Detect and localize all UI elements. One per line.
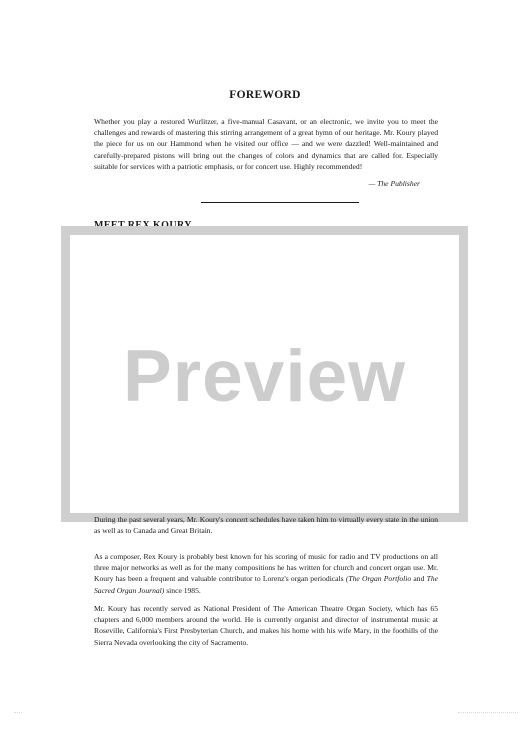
publication-title-portfolio: (The Organ Portfolio [345, 574, 412, 584]
footer-mark-right [458, 712, 518, 714]
foreword-body: Whether you play a restored Wurlitzer, a five-manual Casavant, or an electronic, we invite you to meet the challenges and rewards of mastering this stirring arrangement of a great hymn of our heritage. Mr. Koury played the piece for us on our Hammond when he visited our office — and we were dazzled! Well-maintained and carefully-prepared pistons will bring out the changes of colors and dynamics that are called for. Especially suitable for services with a patriotic emphasis, or for concert use. Highly recommended! [94, 117, 438, 171]
bio-paragraph-2-end: since 1985. [164, 585, 201, 595]
conjunction-text: and [411, 574, 427, 584]
bio-paragraph-1-text: During the past several years, Mr. Koury's concert schedules have taken him to virtually every state in the union as well as to Canada and Great Britain. [94, 515, 438, 536]
section-heading [94, 219, 192, 226]
preview-watermark [61, 226, 468, 522]
page-title: FOREWORD [229, 89, 301, 101]
bio-paragraph-2 [94, 551, 438, 596]
publisher-signature: — The Publisher [368, 179, 420, 188]
bio-paragraph-3: Mr. Koury has recently served as National President of The American Theatre Organ Society, which has 65 chapters and 6,000 members around the world. He is currently organist and director of instrumental music at Roseville, California's First Presbyterian Church, and makes his home with his wife Mary, in the foothills of the Sierra Nevada overlooking the city of Sacramento. [94, 604, 438, 647]
bio-paragraph-2-text: As a composer, Rex Koury is probably best known for his scoring of music for radio and TV productions on all three major networks as well as for the many compositions he has written for church and concert organ use. Mr. Koury has been a frequent and valuable contributor to Lorenz's organ periodicals [94, 552, 438, 584]
footer-mark-left [14, 712, 22, 714]
publication-title-journal: The Sacred Organ Journal) [94, 574, 438, 595]
preview-watermark-text: Preview [123, 336, 406, 417]
section-divider [201, 202, 359, 203]
